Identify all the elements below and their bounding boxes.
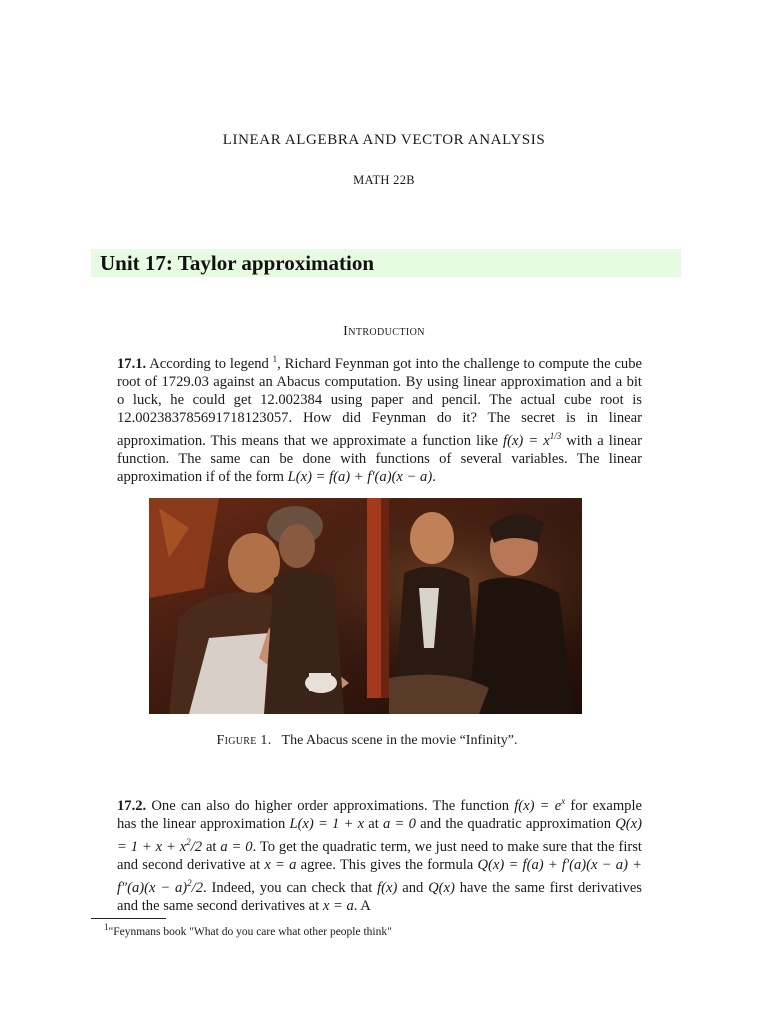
math-inline: L(x) = f(a) + f′(a)(x − a) (287, 469, 433, 486)
paragraph-text: for example has the linear approximation (117, 797, 642, 832)
paragraph-text: and (397, 879, 429, 896)
math-inline: x = a (322, 898, 354, 915)
paragraph-text: , Richard Feynman got into the challenge to compute the cube root of 1729.03 against an Abacus computation. By using linear approximation and a bit o luck, he could get 12.002384 using paper and pencil. The actual cube root is 12.002383785691718123057. How did Feynman do it? The secret is in linear approximation. This means that we approximate a function like (117, 355, 642, 450)
math-inline: /2 (191, 879, 204, 896)
paragraph-label: 17.1. (117, 355, 147, 372)
footnote-divider (91, 918, 166, 919)
math-inline: a = 0 (220, 838, 253, 855)
paragraph-text: at (364, 815, 384, 832)
math-inline: x = a (264, 857, 297, 873)
math-exponent: 1/3 (549, 431, 562, 442)
paragraph-text: with a linear function. The same can be done with functions of several variables. The linear approximation if of the form (117, 433, 643, 486)
paragraph-text: at (202, 838, 221, 855)
unit-heading-box (91, 249, 681, 277)
math-inline: /2 (190, 838, 203, 855)
paragraph-text: According to legend (146, 355, 273, 372)
math-inline: Q(x) = f(a) + f′(a)(x − a) + f″(a)(x − a) (117, 857, 642, 896)
paragraph-text: . To get the quadratic term, we just need to make sure that the first and second derivative at (117, 838, 642, 873)
paragraph-text: and the quadratic approximation (415, 815, 616, 832)
math-exponent: x (561, 796, 566, 806)
paragraph-text: agree. This gives the formula (296, 857, 478, 873)
abacus-scene-photo (149, 498, 582, 714)
math-inline: L(x) = 1 + x (289, 815, 365, 832)
paragraph-label: 17.2. (117, 797, 147, 814)
math-exponent: 2 (187, 878, 192, 889)
paragraph-text: . Indeed, you can check that (203, 879, 378, 896)
course-code: MATH 22B (353, 173, 415, 187)
math-exponent: 2 (186, 837, 191, 848)
unit-title: Unit 17: Taylor approximation (100, 251, 375, 275)
math-inline: f(x) = x (503, 433, 550, 450)
footnote-ref[interactable]: 1 (272, 354, 278, 364)
math-inline: Q(x) (428, 879, 455, 896)
math-inline: Q(x) = 1 + x + x (117, 815, 642, 855)
paragraph-17-1 (117, 350, 642, 486)
paragraph-text: have the same first derivatives and the same second derivatives at (117, 879, 642, 915)
math-inline: f(x) (377, 879, 398, 896)
paragraph-text: One can also do higher order approximations. The function (146, 797, 515, 814)
footnote-number: 1 (104, 922, 109, 932)
math-inline: a = 0 (383, 815, 416, 832)
footnote-text: "Feynmans book "What do you care what other people think" (108, 925, 392, 938)
figure-caption (0, 733, 734, 749)
paragraph-17-2 (117, 792, 642, 915)
footnote (104, 922, 392, 938)
paragraph-text: . (432, 469, 436, 486)
course-title: LINEAR ALGEBRA AND VECTOR ANALYSIS (222, 132, 546, 148)
math-inline: f(x) = e (514, 797, 562, 814)
figure-label: Figure 1. (216, 733, 272, 748)
paragraph-text: . A (353, 898, 371, 915)
section-title: Introduction (343, 324, 425, 339)
figure-caption-text: The Abacus scene in the movie “Infinity”. (281, 733, 518, 748)
